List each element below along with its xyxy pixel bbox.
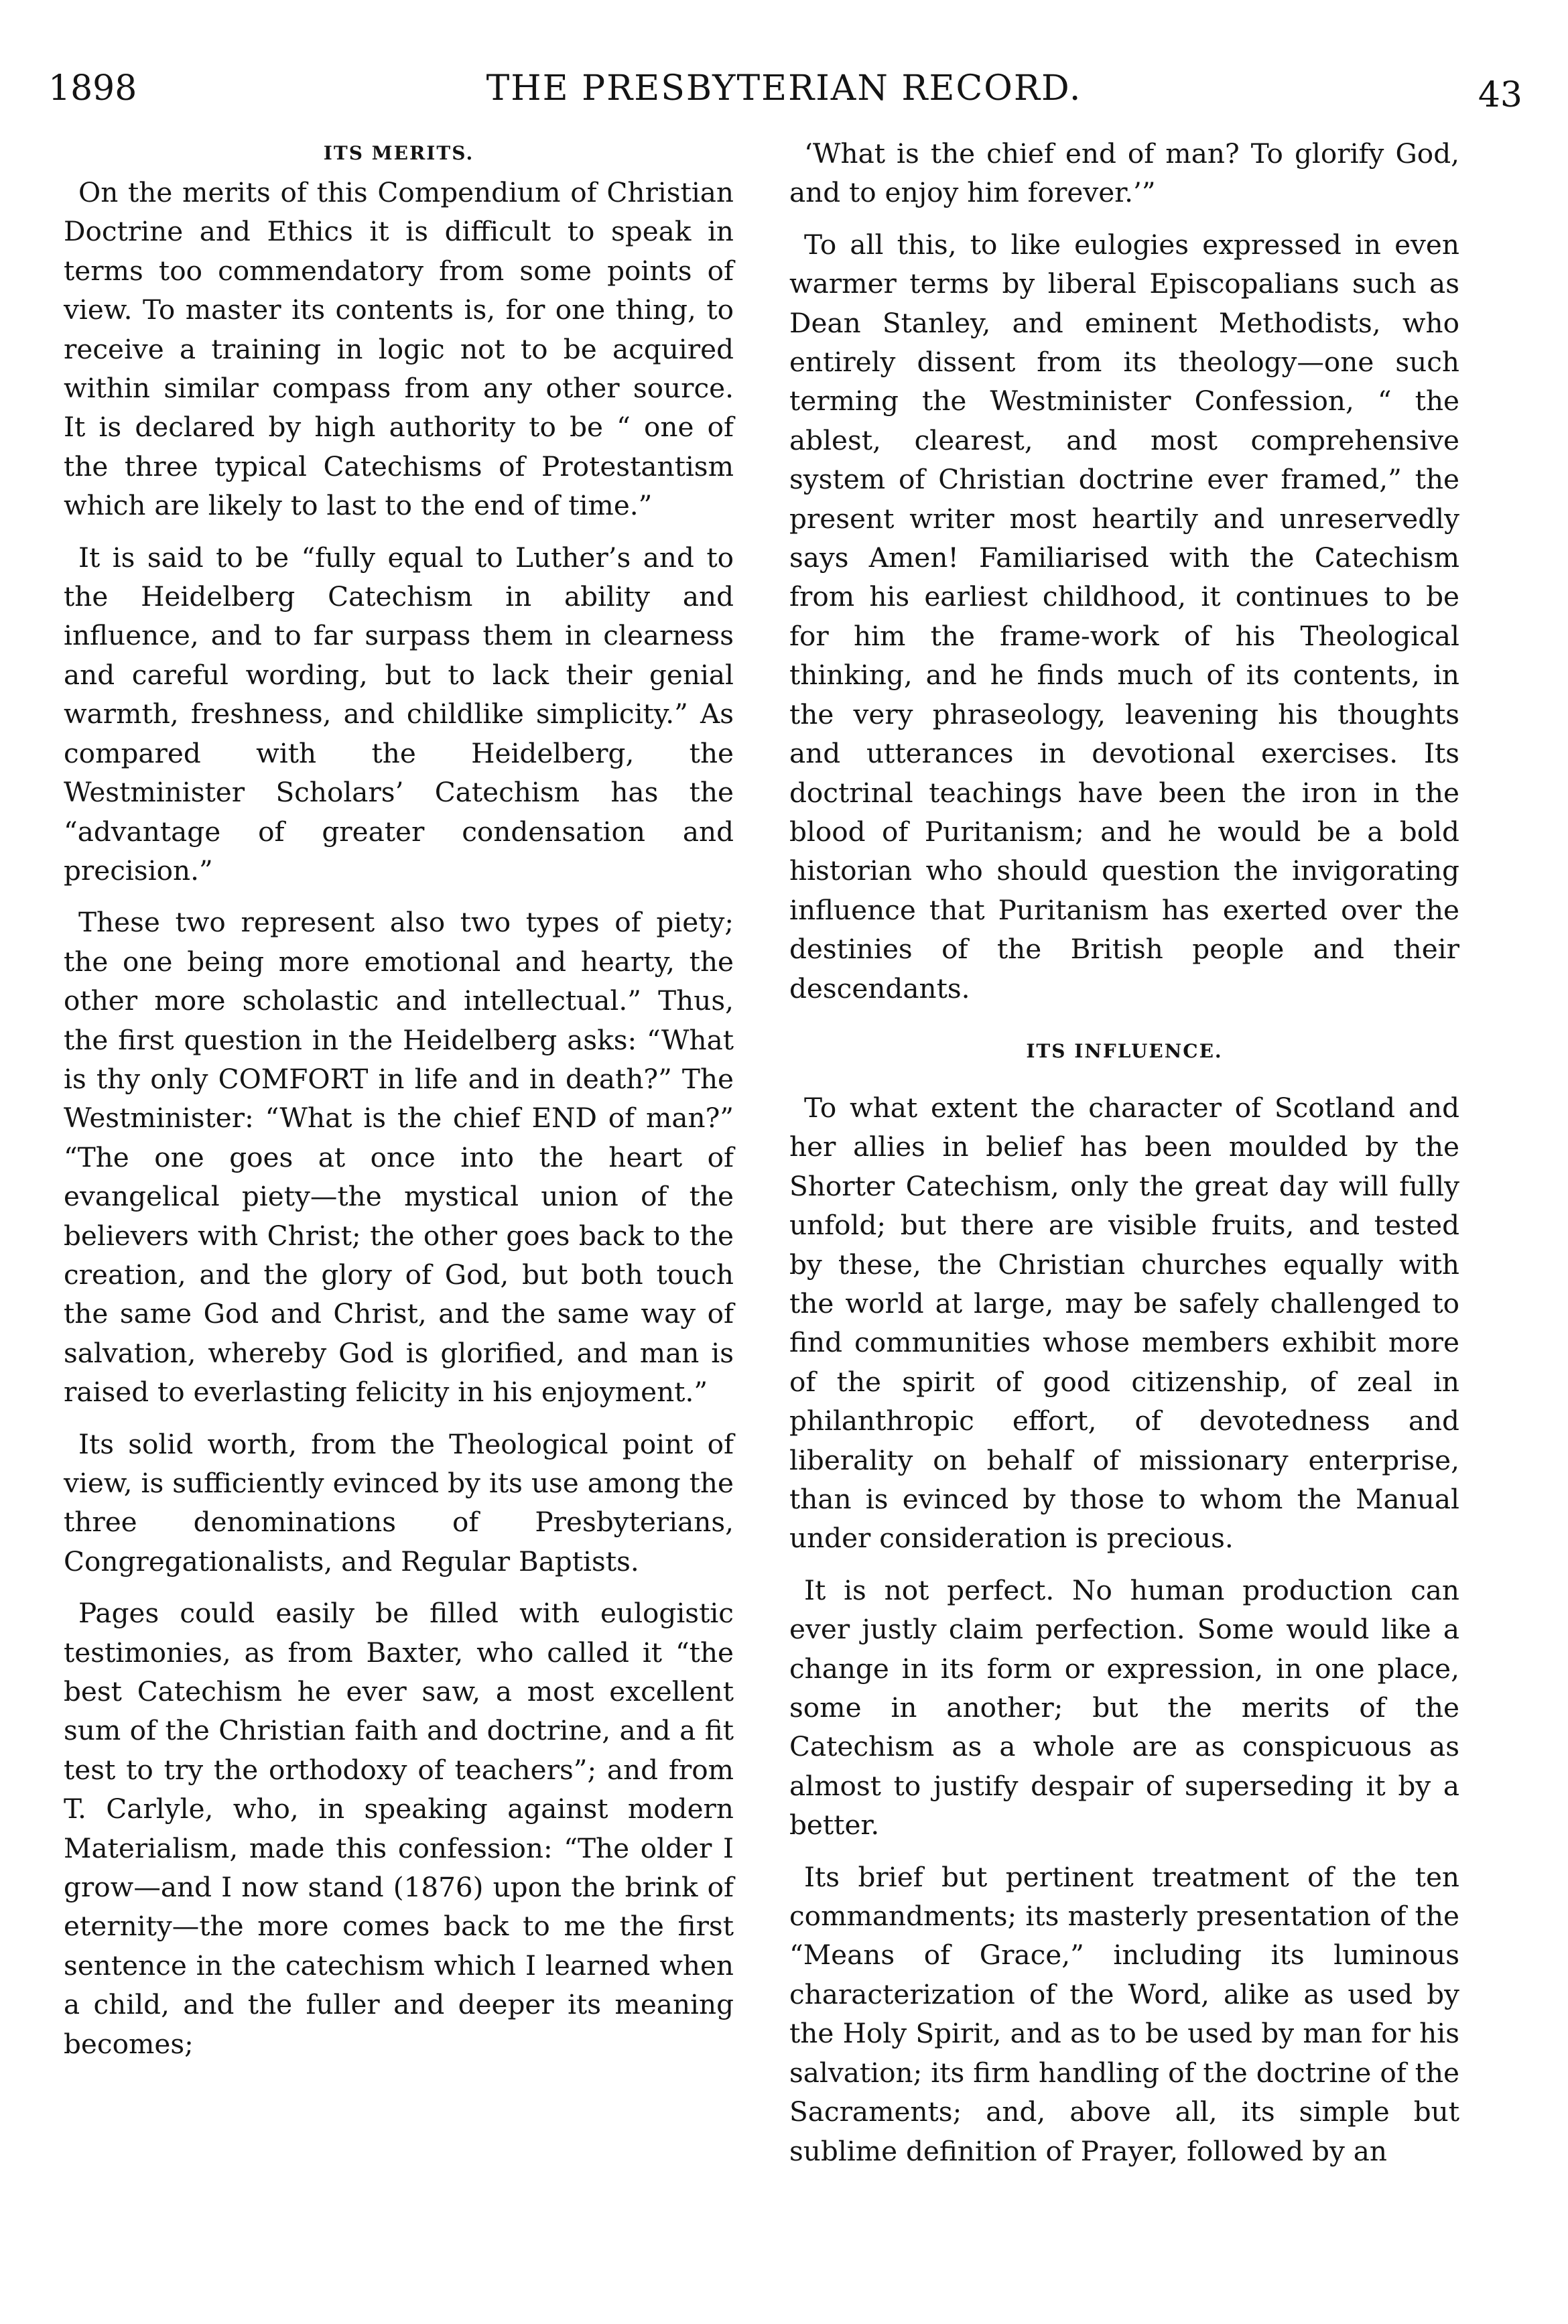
page-number: 43 [1478,75,1522,115]
right-column [789,134,1459,2183]
running-header [27,62,1541,115]
paragraph: These two represent also two types of piety; the one being more emotional and hearty, the other more scholastic and intellectual.” Thus, the first question in the Heidelberg asks: “What is thy only COMFORT in life and in death?” The Westminister: “What is the chief END of man?” “The one goes at once into the heart of evangelical piety—the mystical union of the believers with Christ; the other goes back to the creation, and the glory of God, but both touch the same God and Christ, and the same way of salvation, whereby God is glorified, and man is raised to everlasting felicity in his enjoyment.” [64,906,734,1409]
paragraph: It is said to be “fully equal to Luther’s and to the Heidelberg Catechism in ability and influence, and to far surpass them in clearness and careful wording, but to lack their genial warmth, freshness, and childlike simplicity.” As compared with the Heidelberg, the Westminister Scholars’ Catechism has the “advantage of greater condensation and precision.” [64,541,734,887]
paragraph: Pages could easily be filled with eulogistic testimonies, as from Baxter, who called it “the best Catechism he ever saw, a most excellent sum of the Christian faith and doctrine, and a fit test to try the orthodoxy of teachers”; and from T. Carlyle, who, in speaking against modern Materialism, made this confession: “The older I grow—and I now stand (1876) upon the brink of eternity—the more comes back to me the first sentence in the catechism which I learned when a child, and the fuller and deeper its meaning becomes; [64,1597,734,2060]
header-year: 1898 [48,68,137,109]
paragraph: Its solid worth, from the Theological point of view, is sufficiently evinced by its use among the three denominations of Presbyterians, Congregationalists, and Regular Baptists. [64,1427,734,1577]
paragraph: On the merits of this Compendium of Christian Doctrine and Ethics it is difficult to speak in terms too commendatory from some points of view. To master its contents is, for one thing, to receive a training in logic not to be acquired within similar compass from any other source. It is declared by high authority to be “ one of the three typical Catechisms of Protestantism which are likely to last to the end of time.” [64,176,734,522]
left-column [64,134,734,2076]
paragraph: Its brief but pertinent treatment of the ten commandments; its masterly presentation of the “Means of Grace,” including its luminous characterization of the Word, alike as used by the Holy Spirit, and as to be used by man for his salvation; its firm handling of the doctrine of the Sacraments; and, above all, its simple but sublime definition of Prayer, followed by an [789,1860,1459,2167]
section-heading-merits: ITS MERITS. [323,142,474,164]
paragraph: To what extent the character of Scotland and her allies in belief has been moulded by the Shorter Catechism, only the great day will fully unfold; but there are visible fruits, and tested by these, the Christian churches equally with the world at large, may be safely challenged to find communities whose members exhibit more of the spirit of good citizenship, of zeal in philanthropic effort, of devotedness and liberality on behalf of missionary enterprise, than is evinced by those to whom the Manual under consideration is precious. [789,1091,1459,1555]
section-heading-influence: ITS INFLUENCE. [1026,1039,1223,1062]
paragraph: ‘What is the chief end of man? To glorify God, and to enjoy him forever.’” [789,137,1459,209]
paragraph: To all this, to like eulogies expressed in even warmer terms by liberal Episcopalians such as Dean Stanley, and eminent Methodists, who entirely dissent from its theology—one such terming the Westminister Confession, “ the ablest, clearest, and most comprehensive system of Christian doctrine ever framed,” the present writer most heartily and unreservedly says Amen! Familiarised with the Catechism from his earliest childhood, it continues to be for him the frame-work of his Theological thinking, and he finds much of its contents, in the very phraseology, leavening his thoughts and utterances in devotional exercises. Its doctrinal teachings have been the iron in the blood of Puritanism; and he would be a bold historian who should question the invigorating influence that Puritanism has exerted over the destinies of the British people and their descendants. [789,228,1459,1005]
paragraph: It is not perfect. No human production can ever justly claim perfection. Some would like a change in its form or expression, in one place, some in another; but the merits of the Catechism as a whole are as conspicuous as almost to justify despair of superseding it by a better. [789,1573,1459,1842]
journal-title: THE PRESBYTERIAN RECORD. [486,68,1082,109]
